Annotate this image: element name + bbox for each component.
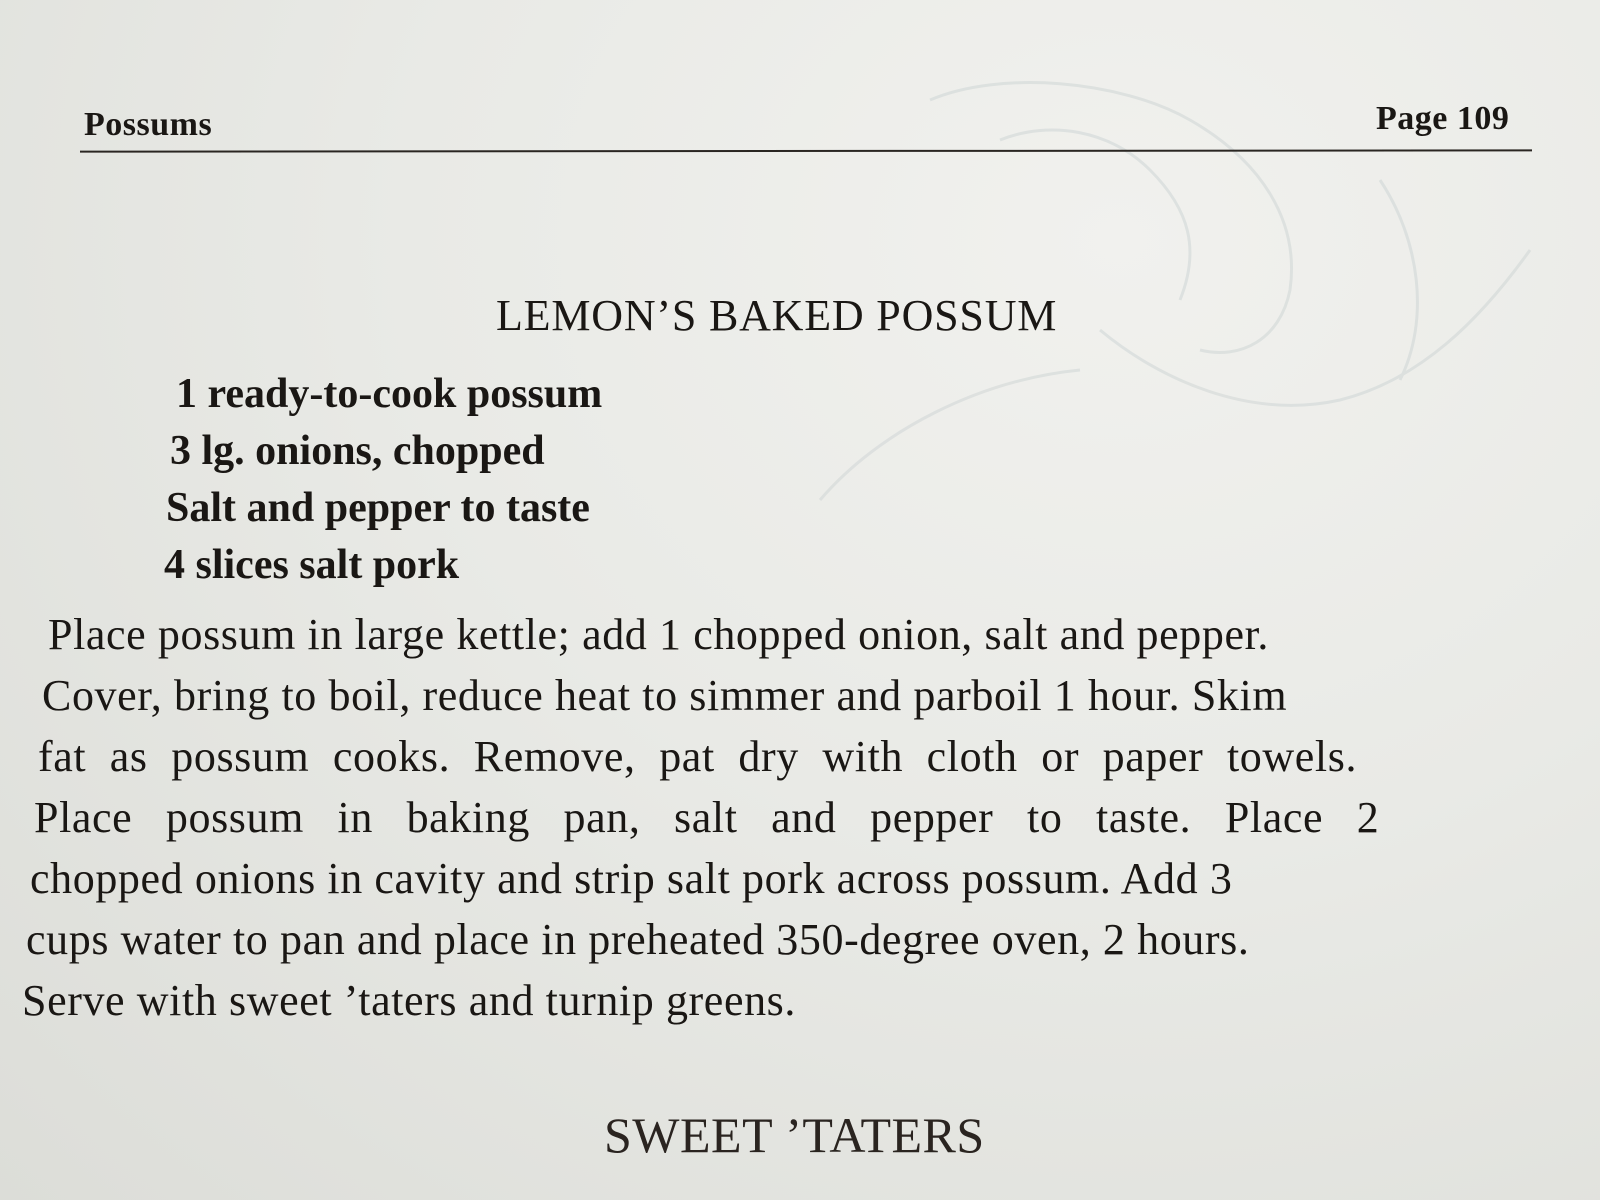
running-header-section: Possums [84, 106, 213, 143]
instruction-line: Place possum in large kettle; add 1 chopped onion, salt and pepper. [48, 610, 1270, 659]
running-header-page-number: Page 109 [1376, 100, 1510, 137]
instruction-line: fat as possum cooks. Remove, pat dry with cloth or paper towels. [38, 732, 1358, 781]
ingredient-item: 3 lg. onions, chopped [170, 428, 545, 474]
recipe-instructions [22, 604, 1596, 1031]
ingredient-list [164, 366, 602, 594]
recipe-title: LEMON’S BAKED POSSUM [496, 291, 1058, 340]
instruction-line: cups water to pan and place in preheated 350-degree oven, 2 hours. [26, 915, 1250, 964]
instruction-line: Cover, bring to boil, reduce heat to simmer and parboil 1 hour. Skim [42, 671, 1288, 720]
instruction-line: Serve with sweet ’taters and turnip greens. [22, 976, 796, 1025]
ingredient-item: 1 ready-to-cook possum [176, 371, 603, 417]
ingredient-item: Salt and pepper to taste [166, 485, 590, 531]
instruction-line: chopped onions in cavity and strip salt pork across possum. Add 3 [30, 854, 1233, 903]
instruction-line: Place possum in baking pan, salt and pepper to taste. Place 2 [34, 793, 1380, 842]
next-recipe-title: SWEET ’TATERS [604, 1107, 985, 1163]
ingredient-item: 4 slices salt pork [164, 542, 460, 588]
header-rule [80, 149, 1532, 152]
